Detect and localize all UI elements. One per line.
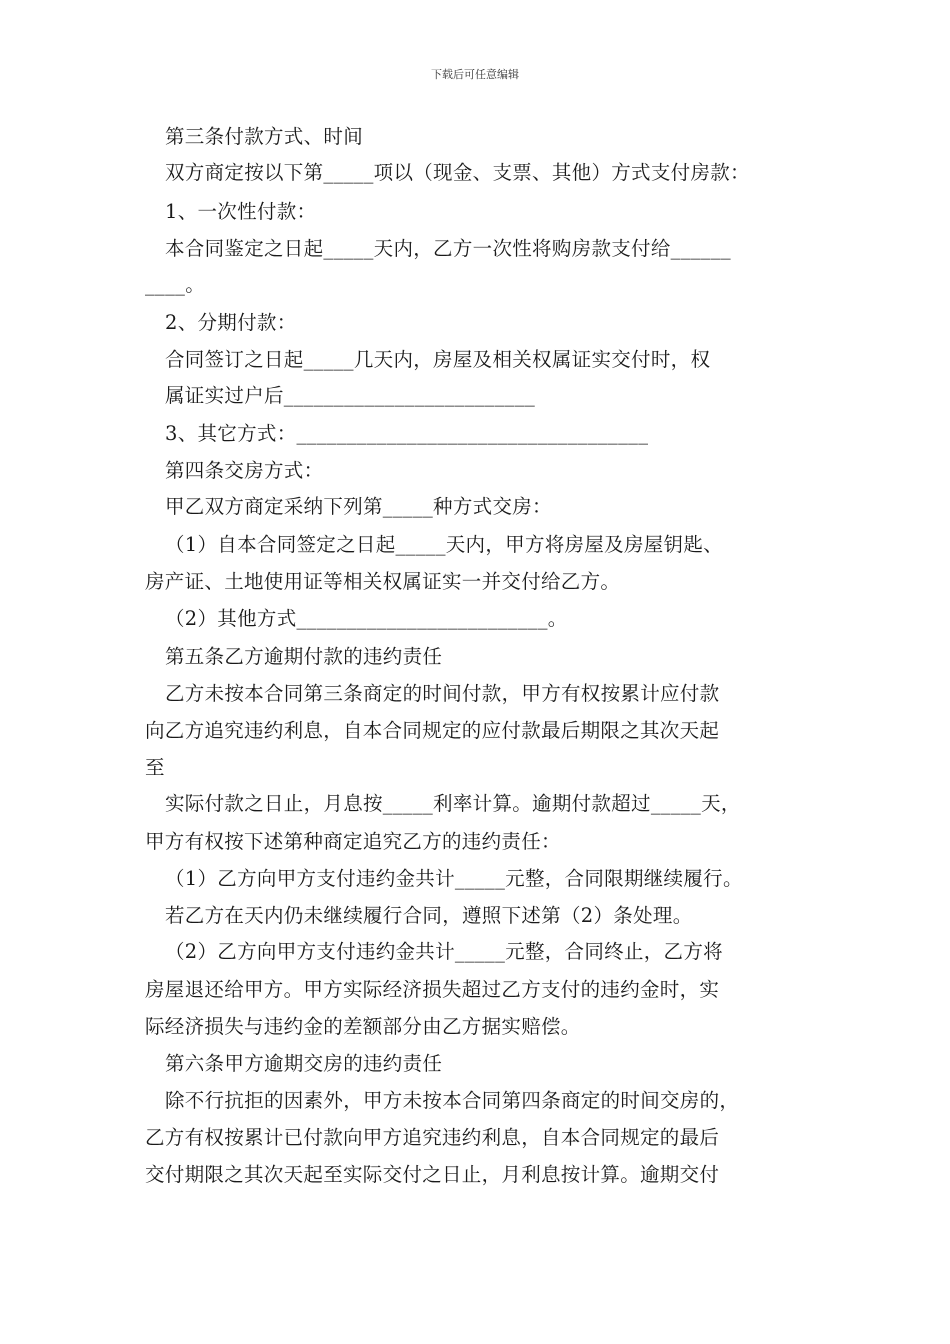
paragraph-line: ____。 [145, 273, 205, 296]
paragraph-line: 交付期限之其次天起至实际交付之日止，月利息按计算。逾期交付 [145, 1163, 720, 1186]
list-item-other: 3、其它方式：___________________________________ [165, 422, 649, 445]
paragraph-line: 甲方有权按下述第种商定追究乙方的违约责任： [145, 830, 561, 853]
section-heading-delivery: 第四条交房方式： [165, 459, 324, 482]
paragraph-line: 至 [145, 756, 165, 779]
paragraph-line: 实际付款之日止，月息按_____利率计算。逾期付款超过_____天， [165, 792, 741, 815]
paragraph-line: 乙方有权按累计已付款向甲方追究违约利息，自本合同规定的最后 [145, 1126, 720, 1149]
section-heading-payment: 第三条付款方式、时间 [165, 125, 364, 148]
page-header: 下载后可任意编辑 [431, 68, 519, 81]
paragraph-line: （2）乙方向甲方支付违约金共计_____元整，合同终止，乙方将 [165, 940, 723, 963]
paragraph-line: 属证实过户后_________________________ [165, 384, 536, 407]
paragraph-line: 向乙方追究违约利息，自本合同规定的应付款最后期限之其次天起 [145, 719, 720, 742]
paragraph-line: 若乙方在天内仍未继续履行合同，遵照下述第（2）条处理。 [165, 904, 693, 927]
list-item-lump-sum: 1、一次性付款： [165, 200, 317, 223]
section-heading-seller-breach: 第六条甲方逾期交房的违约责任 [165, 1052, 443, 1075]
paragraph-line: 除不行抗拒的因素外，甲方未按本合同第四条商定的时间交房的， [165, 1089, 740, 1112]
paragraph-line: 乙方未按本合同第三条商定的时间付款，甲方有权按累计应付款 [165, 682, 720, 705]
paragraph-line: 际经济损失与违约金的差额部分由乙方据实赔偿。 [145, 1015, 581, 1038]
paragraph-line: 双方商定按以下第_____项以（现金、支票、其他）方式支付房款： [165, 161, 750, 184]
paragraph-line: 合同签订之日起_____几天内，房屋及相关权属证实交付时，权 [165, 348, 711, 371]
paragraph-line: （1）自本合同签定之日起_____天内，甲方将房屋及房屋钥匙、 [165, 533, 723, 556]
paragraph-line: （1）乙方向甲方支付违约金共计_____元整，合同限期继续履行。 [165, 867, 743, 890]
paragraph-line: 本合同鉴定之日起_____天内，乙方一次性将购房款支付给______ [165, 237, 731, 260]
paragraph-line: 房屋退还给甲方。甲方实际经济损失超过乙方支付的违约金时，实 [145, 978, 720, 1001]
list-item-installment: 2、分期付款： [165, 311, 297, 334]
paragraph-line: 房产证、土地使用证等相关权属证实一并交付给乙方。 [145, 570, 621, 593]
paragraph-line: （2）其他方式_________________________。 [165, 607, 568, 630]
section-heading-buyer-breach: 第五条乙方逾期付款的违约责任 [165, 645, 443, 668]
paragraph-line: 甲乙双方商定采纳下列第_____种方式交房： [165, 495, 552, 518]
